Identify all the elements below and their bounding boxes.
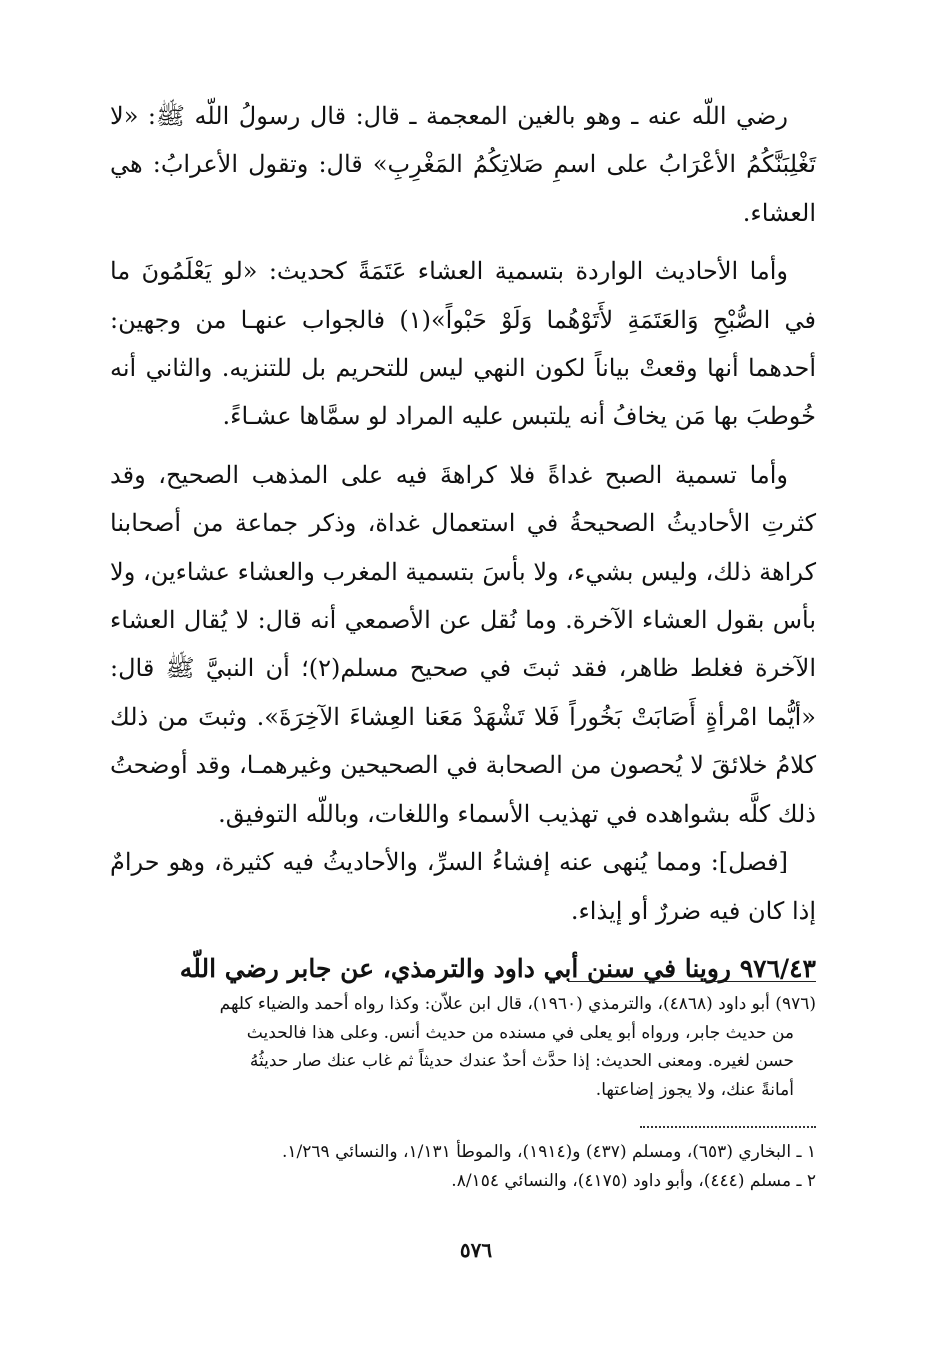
paragraph-atama-hadiths: وأما الأحاديث الواردة بتسمية العشاء عَتَمَةً كحديث: «لو يَعْلَمُونَ ما في الصُّبْحِ وَالعَتَمَةِ لأَتَوْهُما وَلَوْ حَبْواً»(١) فالجواب عنهـا من وجهين: أحدهما أنها وقعتْ بياناً لكون النهي ليس للتحريم بل للتنزيه. والثاني أنه خُوطبَ بها مَن يخافُ أنه يلتبس عليه المراد لو سمَّاها عشـاءً. [110,257,816,431]
dotted-separator [640,1126,816,1128]
main-text [110,92,816,993]
footnote-separator [568,981,816,982]
footnote-line: حسن لغيره. ومعنى الحديث: إذا حدَّث أحدٌ عندك حديثاً ثم غاب عنك صار حديثُهُ [249,1051,794,1071]
reference-footnote-1: ١ ـ البخاري (٦٥٣)، ومسلم (٤٣٧) و(١٩١٤)، والموطأ ١/١٣١، والنسائي ١/٢٦٩. [282,1142,816,1162]
reference-footnotes [110,1138,816,1195]
hadith-footnote [110,990,816,1104]
footnote-line: أمانةً عنك، ولا يجوز إضاعتها. [595,1079,794,1100]
hadith-heading: ٩٧٦/٤٣ روينا في سنن أبي داود والترمذي، عن جابر رضي اللّه [179,953,816,983]
paragraph-fasl-secrets: [فصل]: ومما يُنهى عنه إفشاءُ السرِّ، والأحاديثُ فيه كثيرة، وهو حرامٌ إذا كان فيه ضررٌ أو إيذاء. [110,848,816,925]
paragraph-continuation: رضي اللّه عنه ـ وهو بالغين المعجمة ـ قال: قال رسولُ اللّه ﷺ: «لا تَغْلِبَنَّكُمُ الأعْرَابُ على اسمِ صَلاتِكُمُ المَغْرِبِ» قال: وتقول الأعرابُ: هي العشاء. [110,102,816,227]
footnote-line: (٩٧٦) أبو داود (٤٨٦٨)، والترمذي (١٩٦٠)، قال ابن علاّن: وكذا رواه أحمد والضياء كلهم [219,994,816,1014]
reference-footnote-2: ٢ ـ مسلم (٤٤٤)، وأبو داود (٤١٧٥)، والنسائي ٨/١٥٤. [451,1170,816,1191]
page-number: ٥٧٦ [459,1238,493,1262]
footnote-line: من حديث جابر، ورواه أبو يعلى في مسنده من حديث أنس. وعلى هذا فالحديث [246,1022,794,1043]
paragraph-ghadah-naming: وأما تسمية الصبح غداةً فلا كراهةَ فيه على المذهب الصحيح، وقد كثرتِ الأحاديثُ الصحيحةُ في استعمال غداة، وذكر جماعة من أصحابنا كراهة ذلك، وليس بشيء، ولا بأسَ بتسمية المغرب والعشاء عشاءين، ولا بأس بقول العشاء الآخرة. وما نُقل عن الأصمعي أنه قال: لا يُقال العشاء الآخرة فغلط ظاهر، فقد ثبتَ في صحيح مسلم(٢)؛ أن النبيَّ ﷺ قال: «أيُّما امْرأةٍ أَصَابَتْ بَخُوراً فَلا تَشْهَدْ مَعَنا العِشاءَ الآخِرَةَ». وثبتَ من ذلك كلامُ خلائقَ لا يُحصون من الصحابة في الصحيحين وغيرهمـا، وقد أوضحتُ ذلك كلَّه بشواهده في تهذيب الأسماء واللغات، وباللّه التوفيق. [110,460,816,828]
